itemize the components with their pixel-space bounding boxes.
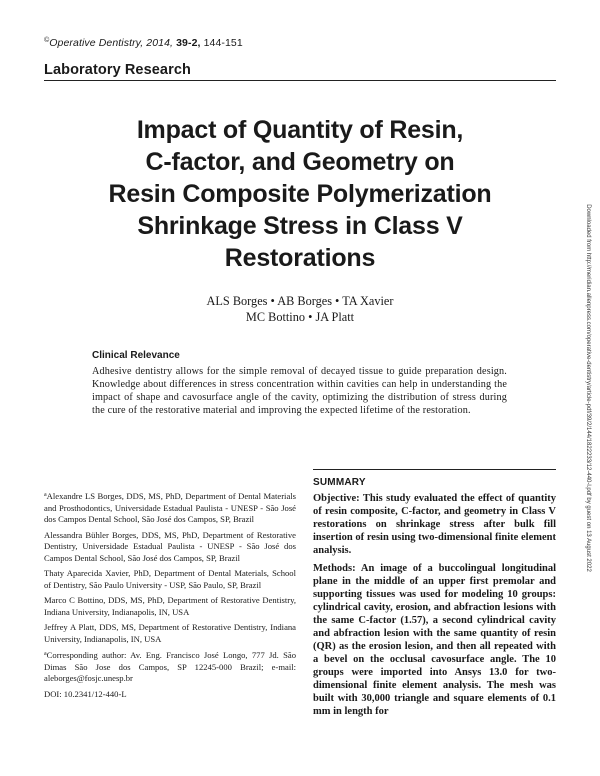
affiliation-item bbox=[44, 568, 296, 591]
journal-pages: 144-151 bbox=[203, 37, 243, 49]
clinical-relevance-heading: Clinical Relevance bbox=[92, 350, 180, 361]
title-line: Restorations bbox=[224, 244, 376, 272]
title-line: Resin Composite Polymerization bbox=[108, 180, 492, 208]
article-title bbox=[30, 114, 570, 274]
doi[interactable]: DOI: 10.2341/12-440-L bbox=[44, 688, 127, 699]
title-line: Shrinkage Stress in Class V bbox=[137, 212, 463, 240]
affiliation-item bbox=[44, 649, 296, 685]
author-line: MC Bottino • JA Platt bbox=[245, 309, 355, 324]
affiliation-symbol: a bbox=[44, 651, 47, 657]
title-line: C-factor, and Geometry on bbox=[145, 148, 455, 176]
affiliation-item bbox=[44, 490, 296, 526]
author-list bbox=[150, 294, 450, 326]
copyright-symbol: © bbox=[44, 37, 50, 44]
affiliation-text: Alexandre LS Borges, DDS, MS, PhD, Department of Dental Materials and Prosthodontics, Universidade Estadual Paulista - UNESP - São José dos Campos Dental School, São José dos Campos, SP, Brazil bbox=[44, 491, 296, 524]
affiliation-text: Alessandra Bühler Borges, DDS, MS, PhD, Department of Restorative Dentistry, Universidade Estadual Paulista - UNESP - São José dos Campos Dental School, São José dos Campos, SP, Brazil bbox=[44, 529, 296, 563]
affiliation-text: Jeffrey A Platt, DDS, MS, Department of Restorative Dentistry, Indiana University, Indianapolis, IN, USA bbox=[44, 622, 296, 644]
section-label: Laboratory Research bbox=[44, 62, 191, 78]
journal-name: Operative Dentistry, 2014, bbox=[49, 37, 174, 49]
download-stamp-text: Downloaded from http://meridian.allenpress.com/operative-dentistry/article-pdf/39/2/144/1822233/12-440-l.pdf by guest on 13 August 2022 bbox=[585, 204, 591, 572]
clinical-relevance-text: Adhesive dentistry allows for the simple removal of decayed tissue to guide preparation design. Knowledge about differences in stress concentration within cavities can help in understanding the impact of shape and cavosurface angle of the cavity, optimizing the distribution of stress during the cure of the restorative material and improving the expected lifetime of the restoration. bbox=[92, 366, 507, 416]
summary-paragraph: Objective: This study evaluated the effect of quantity of resin composite, C-factor, and geometry in Class V restorations on shrinkage stress after bulk fill insertion of resin using two-dimensional finite element analysis. bbox=[313, 493, 556, 556]
title-line: Impact of Quantity of Resin, bbox=[136, 116, 464, 144]
affiliation-item bbox=[44, 530, 296, 565]
affiliations bbox=[44, 490, 296, 700]
summary-heading: SUMMARY bbox=[313, 477, 366, 488]
summary-divider bbox=[313, 469, 556, 470]
affiliation-symbol: a bbox=[44, 492, 47, 498]
journal-citation bbox=[44, 37, 243, 49]
journal-volume: 39-2, bbox=[176, 37, 201, 49]
author-line: ALS Borges • AB Borges • TA Xavier bbox=[206, 294, 394, 308]
affiliation-text: Marco C Bottino, DDS, MS, PhD, Department of Restorative Dentistry, Indiana University, Indianapolis, IN, USA bbox=[44, 595, 296, 617]
summary-body bbox=[313, 492, 556, 723]
affiliation-text: Corresponding author: Av. Eng. Francisco José Longo, 777 Jd. São Dimas São Jose dos Campos, SP 12245-000 Brazil; e-mail: aleborges@fosjc.unesp.br bbox=[44, 650, 296, 683]
section-divider bbox=[44, 80, 556, 81]
affiliation-item bbox=[44, 622, 296, 645]
affiliation-text: Thaty Aparecida Xavier, PhD, Department of Dental Materials, School of Dentistry, São Paulo University - USP, São Paulo, SP, Brazil bbox=[44, 568, 296, 590]
summary-paragraph: Methods: An image of a buccolingual longitudinal plane in the middle of an upper first premolar and supporting tissues was used for modeling 10 groups: cylindrical cavity, erosion, and abfraction lesions with the same C-factor (1.57), a second cylindrical cavity and abfraction lesion with the same quantity of resin (QR) as the erosion lesion, and then all repeated with a bevel on the occlusal cavosurface angle. The 10 groups were imported into Ansys 13.0 for two-dimensional finite element analysis. The mesh was built with 30,000 triangle and square elements of 0.1 mm in length for bbox=[313, 563, 556, 717]
affiliation-item bbox=[44, 595, 296, 618]
